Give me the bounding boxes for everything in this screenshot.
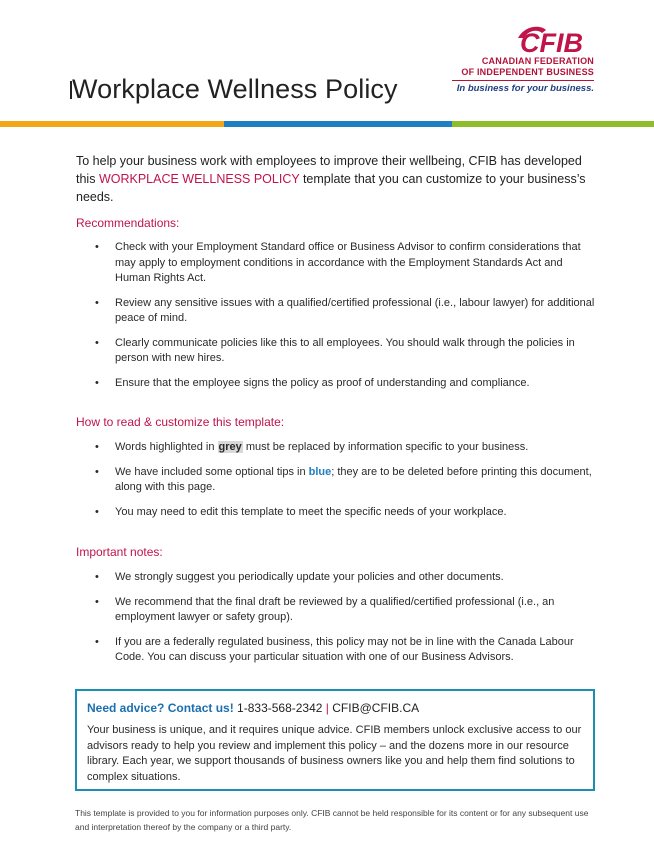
footer-disclaimer: This template is provided to you for information purposes only. CFIB cannot be held responsible for its content or for any subsequent use and interpretation thereof by the company or a third party. bbox=[75, 808, 589, 832]
bullet-icon: • bbox=[95, 595, 99, 608]
logo-mark-text: CFIB bbox=[520, 28, 583, 54]
list-item: • If you are a federally regulated business, this policy may not be in line with the Canada Labour Code. You can discuss your particular situation with one of our Business Advisors. bbox=[95, 635, 574, 663]
bullet-icon: • bbox=[95, 336, 99, 349]
logo-line-2: OF INDEPENDENT BUSINESS bbox=[461, 67, 594, 77]
notes-list bbox=[76, 570, 596, 675]
intro-text-after: template that you can customize to your business’s needs. bbox=[76, 172, 586, 204]
advice-body: Your business is unique, and it requires unique advice. CFIB members unlock exclusive access to our advisors ready to help you review and implement this policy – and the dozens more in our resource library. Each year, we support thousands of business owners like you and help them find solutions to complex situations. bbox=[87, 724, 582, 783]
bullet-icon: • bbox=[95, 635, 99, 648]
list-item: • Ensure that the employee signs the policy as proof of understanding and compliance. bbox=[76, 376, 596, 392]
logo-tagline: In business for your business. bbox=[452, 80, 594, 94]
bullet-icon: • bbox=[95, 296, 99, 309]
howto-heading: How to read & customize this template: bbox=[76, 415, 285, 429]
intro-text-before: To help your business work with employees to improve their wellbeing, CFIB has developed this bbox=[76, 154, 582, 186]
divider-green bbox=[452, 121, 654, 127]
list-item: • Clearly communicate policies like this to all employees. You should walk through the policies in person with new hires. bbox=[95, 336, 575, 364]
bullet-icon: • bbox=[95, 376, 99, 389]
notes-heading: Important notes: bbox=[76, 545, 163, 559]
list-item: • Review any sensitive issues with a qualified/certified professional (i.e., labour lawyer) for additional peace of mind. bbox=[95, 296, 595, 324]
list-item: • You may need to edit this template to meet the specific needs of your workplace. bbox=[76, 505, 596, 521]
logo-line-1: CANADIAN FEDERATION bbox=[481, 56, 594, 66]
howto-list bbox=[76, 440, 596, 529]
color-divider-bar bbox=[0, 121, 654, 127]
divider-blue bbox=[224, 121, 452, 127]
bullet-icon: • bbox=[95, 505, 99, 518]
list-item: • We recommend that the final draft be reviewed by a qualified/certified professional (i.e., an employment lawyer or safety group). bbox=[95, 595, 555, 623]
bullet-icon: • bbox=[95, 241, 99, 253]
advice-separator: | bbox=[325, 701, 329, 715]
list-item: • We strongly suggest you periodically update your policies and other documents. bbox=[76, 570, 596, 586]
grey-highlight: grey bbox=[218, 441, 242, 453]
intro-paragraph bbox=[76, 152, 591, 206]
list-item: • Words highlighted in grey must be replaced by information specific to your business. bbox=[76, 440, 596, 456]
intro-highlight: WORKPLACE WELLNESS POLICY bbox=[98, 172, 300, 186]
divider-orange bbox=[0, 121, 224, 127]
advice-phone[interactable]: 1-833-568-2342 bbox=[237, 701, 323, 715]
bullet-icon: • bbox=[95, 441, 99, 453]
bullet-icon: • bbox=[95, 571, 99, 583]
advice-contact-line bbox=[87, 699, 583, 717]
blue-highlight: blue bbox=[308, 465, 332, 478]
cfib-logo-icon bbox=[514, 24, 594, 54]
recommendations-heading: Recommendations: bbox=[76, 216, 180, 230]
document-title: Workplace Wellness Policy bbox=[72, 74, 398, 104]
advice-heading: Need advice? Contact us! bbox=[87, 701, 234, 715]
advice-box bbox=[75, 689, 595, 791]
list-item: • Check with your Employment Standard office or Business Advisor to confirm considerations that may apply to employment conditions in accordance with the Employment Standards Act and Human Rights Act. bbox=[95, 241, 581, 284]
list-item: • We have included some optional tips in blue; they are to be deleted before printing this document, along with this page. bbox=[95, 465, 592, 493]
advice-email-link[interactable]: CFIB@CFIB.CA bbox=[332, 701, 420, 715]
bullet-icon: • bbox=[95, 465, 99, 478]
recommendations-list bbox=[76, 240, 596, 400]
